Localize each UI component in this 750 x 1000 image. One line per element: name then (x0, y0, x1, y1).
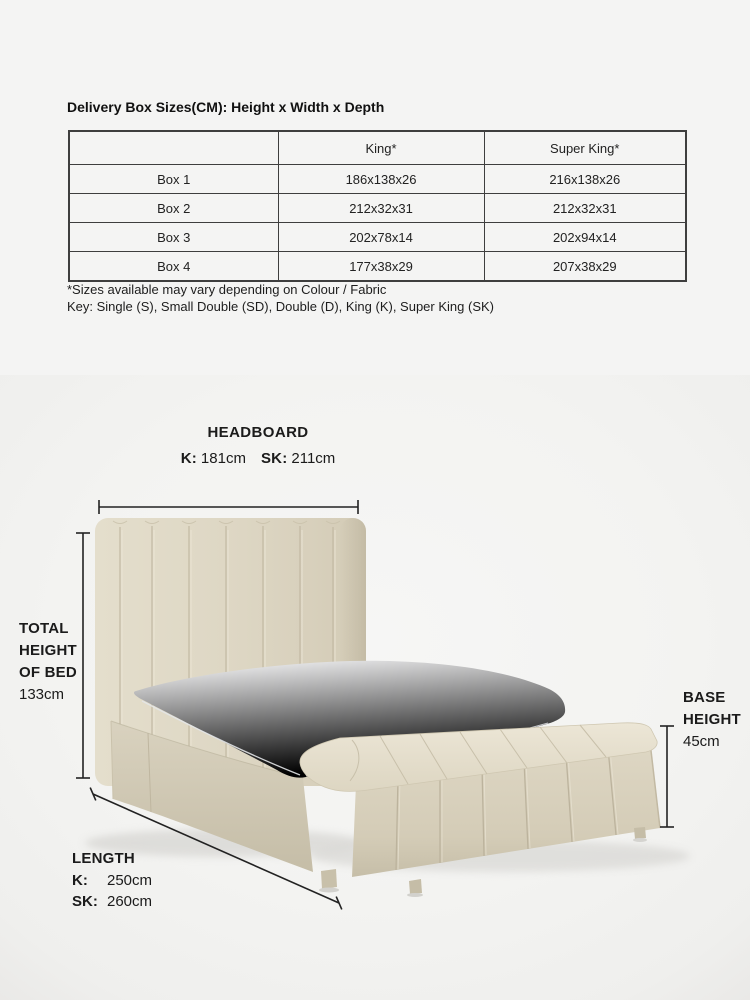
headboard-label: HEADBOARD (207, 424, 309, 441)
total-height-word2: HEIGHT (19, 642, 77, 659)
total-height-word3: OF BED (19, 664, 77, 681)
base-height-word2: HEIGHT (683, 711, 741, 728)
length-king-value: 250cm (107, 871, 153, 889)
total-height-value: 133cm (19, 686, 65, 703)
headboard-superking-label: SK: (260, 450, 288, 467)
king-size: 186x138x26 (278, 165, 484, 194)
base-height-value: 45cm (683, 733, 720, 750)
super-king-size: 212x32x31 (484, 194, 686, 223)
super-king-size: 202x94x14 (484, 223, 686, 252)
box-label: Box 3 (69, 223, 278, 252)
box-label: Box 1 (69, 165, 278, 194)
super-king-size: 216x138x26 (484, 165, 686, 194)
king-size: 212x32x31 (278, 194, 484, 223)
header-cell-super-king: Super King* (484, 131, 686, 165)
length-title: LENGTH (72, 850, 135, 867)
box-table-title: Delivery Box Sizes(CM): Height x Width x Depth (67, 99, 385, 115)
king-size: 202x78x14 (278, 223, 484, 252)
length-king-label: K: (72, 871, 88, 889)
base-height-word1: BASE (683, 689, 726, 706)
headboard-king-label: K: (180, 450, 197, 467)
headboard-king-value: 181cm (200, 450, 246, 467)
box-label: Box 2 (69, 194, 278, 223)
length-label (72, 848, 152, 913)
length-superking-row (72, 891, 152, 913)
footnote-key: Key: Single (S), Small Double (SD), Double (D), King (K), Super King (SK) (67, 299, 494, 314)
total-height-word1: TOTAL (19, 620, 69, 637)
box-label: Box 4 (69, 252, 278, 282)
king-size: 177x38x29 (278, 252, 484, 282)
bed-leg (319, 869, 339, 893)
footnote-sizes: *Sizes available may vary depending on Colour / Fabric (67, 282, 387, 297)
headboard-superking-value: 211cm (291, 450, 336, 467)
length-superking-label: SK: (72, 893, 98, 910)
headboard-dimensions (138, 450, 378, 467)
super-king-size: 207x38x29 (484, 252, 686, 282)
total-height-label (19, 618, 77, 706)
header-cell-king: King* (278, 131, 484, 165)
length-king-row (72, 870, 152, 892)
base-height-label (683, 687, 741, 753)
length-superking-value: 260cm (107, 893, 153, 910)
